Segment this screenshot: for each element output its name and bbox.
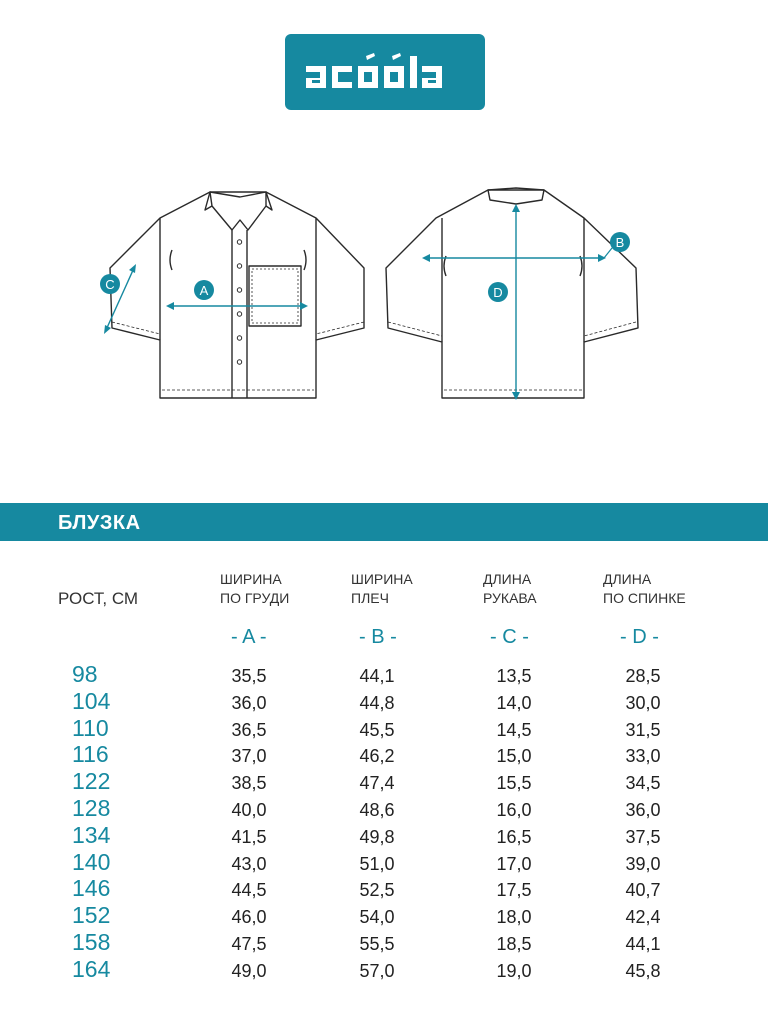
- marker-c: [100, 274, 120, 294]
- size-cell-d: 31,5: [625, 719, 661, 740]
- size-cell-c: 18,5: [496, 934, 532, 954]
- size-cell-a: 41,5: [231, 826, 267, 847]
- size-cell-d: 40,7: [625, 880, 661, 901]
- size-cell-a: 36,0: [231, 692, 267, 713]
- size-row-height: 158: [72, 929, 111, 955]
- column-header-back-length: ДЛИНА ПО СПИНКЕ: [603, 571, 686, 606]
- size-row-height: 164: [72, 955, 111, 982]
- column-header-shoulder-width: ШИРИНА ПЛЕЧ: [351, 571, 413, 606]
- back-body-outline: [386, 190, 638, 398]
- size-cell-d: 34,5: [625, 773, 661, 794]
- size-cell-c: 13,5: [496, 666, 532, 686]
- size-cell-b: 54,0: [359, 907, 395, 928]
- section-title: БЛУЗКА: [58, 512, 141, 534]
- size-cell-d: 39,0: [625, 853, 661, 874]
- size-cell-b: 46,2: [359, 746, 395, 767]
- marker-d: [488, 282, 508, 302]
- size-cell-b: 45,5: [359, 719, 395, 740]
- size-cell-b: 57,0: [359, 960, 395, 981]
- size-cell-a: 38,5: [231, 773, 267, 794]
- svg-text:D: D: [493, 285, 503, 300]
- svg-text:A: A: [199, 283, 209, 298]
- size-cell-a: 47,5: [231, 934, 267, 954]
- size-cell-b: 47,4: [359, 773, 395, 794]
- size-cell-b: 52,5: [359, 880, 395, 901]
- size-cell-c: 19,0: [496, 960, 532, 981]
- size-cell-c: 15,5: [496, 773, 532, 794]
- size-cell-c: 17,0: [496, 853, 532, 874]
- size-cell-c: 16,0: [496, 800, 532, 820]
- chest-pocket: [249, 266, 301, 326]
- size-row-height: 98: [72, 661, 98, 687]
- marker-b: [610, 232, 630, 252]
- size-cell-c: 15,0: [496, 746, 532, 767]
- size-row-height: 146: [72, 875, 111, 902]
- size-cell-d: 28,5: [625, 666, 661, 686]
- size-cell-b: 44,1: [359, 666, 395, 686]
- column-code-b: - B -: [359, 626, 397, 648]
- garment-technical-drawing: [0, 170, 768, 410]
- size-row-height: 110: [72, 714, 109, 741]
- size-cell-d: 30,0: [625, 692, 661, 713]
- size-cell-d: 37,5: [625, 826, 661, 847]
- size-cell-d: 42,4: [625, 907, 661, 928]
- size-row-height: 140: [72, 848, 111, 875]
- size-row-height: 128: [72, 795, 111, 821]
- size-cell-a: 40,0: [231, 800, 267, 820]
- size-cell-b: 49,8: [359, 826, 395, 847]
- column-header-chest-width: ШИРИНА ПО ГРУДИ: [220, 571, 290, 606]
- size-cell-b: 55,5: [359, 934, 395, 954]
- size-cell-d: 33,0: [625, 746, 661, 767]
- size-cell-d: 45,8: [625, 960, 661, 981]
- size-cell-b: 44,8: [359, 692, 395, 713]
- svg-text:B: B: [615, 235, 625, 250]
- column-code-c: - C -: [490, 626, 529, 648]
- brand-logo: [285, 34, 485, 110]
- svg-text:C: C: [105, 277, 115, 292]
- size-cell-c: 16,5: [496, 826, 532, 847]
- size-row-height: 104: [72, 687, 111, 714]
- logo-wordmark-icon: [300, 50, 470, 94]
- size-cell-a: 44,5: [231, 880, 267, 901]
- size-cell-a: 46,0: [231, 907, 267, 928]
- size-cell-c: 18,0: [496, 907, 532, 928]
- size-cell-a: 43,0: [231, 853, 267, 874]
- marker-a: [194, 280, 214, 300]
- size-cell-a: 37,0: [231, 746, 267, 767]
- height-column-header: РОСТ, СМ: [58, 589, 139, 608]
- size-cell-a: 49,0: [231, 960, 267, 981]
- front-collar: [210, 192, 266, 230]
- size-row-height: 116: [72, 741, 109, 768]
- size-cell-a: 35,5: [231, 666, 267, 686]
- size-cell-c: 14,5: [496, 719, 532, 740]
- size-row-height: 122: [72, 768, 111, 795]
- size-cell-c: 17,5: [496, 880, 532, 901]
- size-row-height: 152: [72, 902, 111, 929]
- column-header-sleeve-length: ДЛИНА РУКАВА: [483, 571, 537, 606]
- column-code-d: - D -: [620, 626, 659, 648]
- size-cell-d: 36,0: [625, 800, 661, 820]
- size-row-height: 134: [72, 821, 111, 848]
- size-cell-b: 48,6: [359, 800, 395, 820]
- column-code-a: - A -: [231, 626, 267, 648]
- size-cell-d: 44,1: [625, 934, 661, 954]
- size-cell-a: 36,5: [231, 719, 267, 740]
- size-cell-b: 51,0: [359, 853, 395, 874]
- size-cell-c: 14,0: [496, 692, 532, 713]
- section-band: [0, 503, 768, 541]
